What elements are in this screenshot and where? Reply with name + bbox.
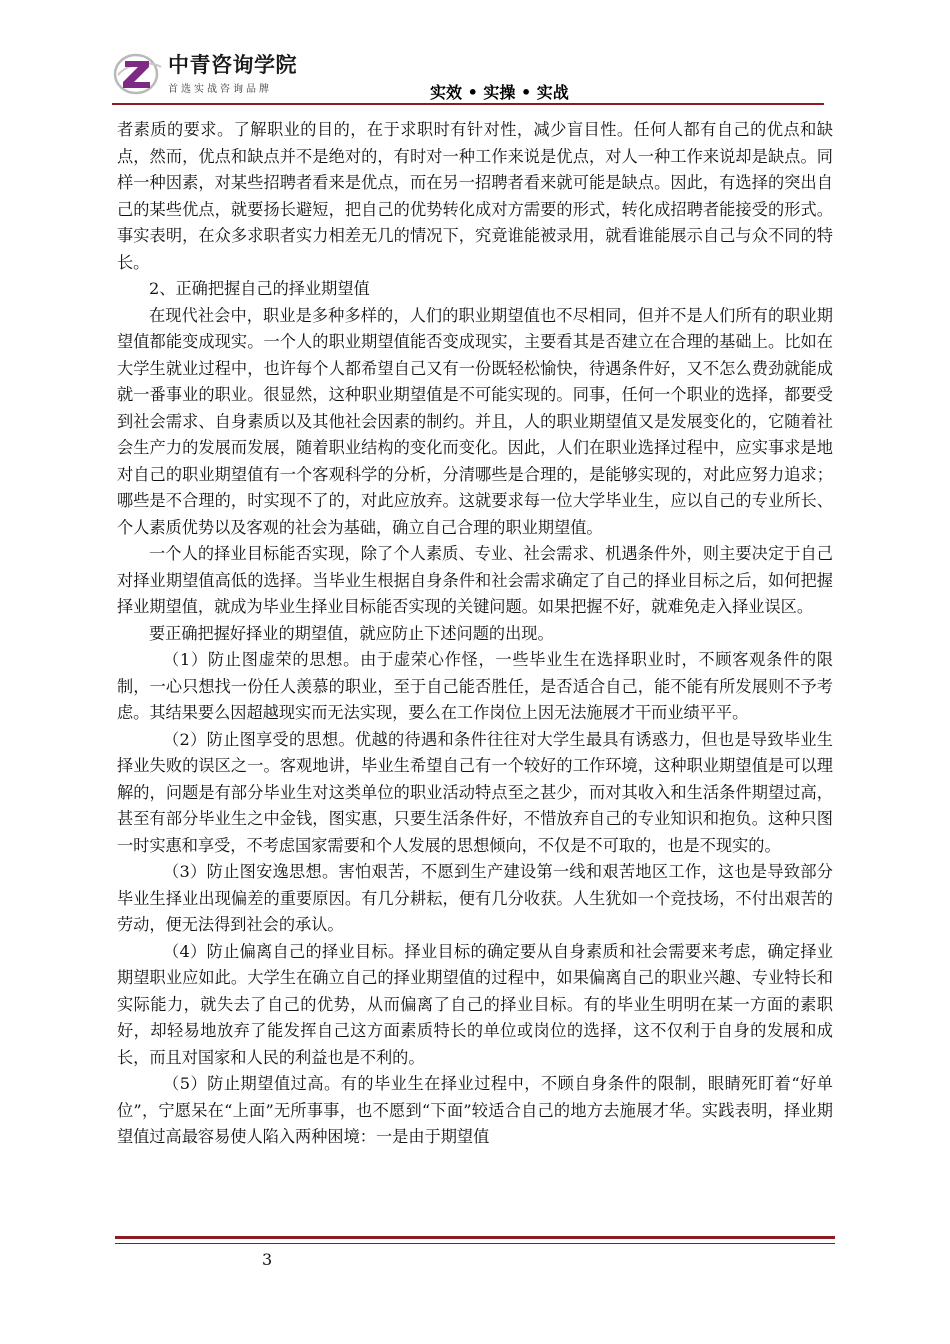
z-logo-icon bbox=[112, 46, 164, 98]
paragraph: 在现代社会中，职业是多种多样的，人们的职业期望值也不尽相同，但并不是人们所有的职业期望值都能变成现实。一个人的职业期望值能否变成现实，主要看其是否建立在合理的基础上。比如在大学生就业过程中，也许每个人都希望自己又有一份既轻松愉快，待遇条件好，又不怎么费劲就能成就一番事业的职业。很显然，这种职业期望值是不可能实现的。同事，任何一个职业的选择，都要受到社会需求、自身素质以及其他社会因素的制约。并且，人的职业期望值又是发展变化的，它随着社会生产力的发展而发展，随着职业结构的变化而变化。因此，人们在职业选择过程中，应实事求是地对自己的职业期望值有一个客观科学的分析，分清哪些是合理的，是能够实现的，对此应努力追求；哪些是不合理的，时实现不了的，对此应放弃。这就要求每一位大学毕业生，应以自己的专业所长、个人素质优势以及客观的社会为基础，确立自己合理的职业期望值。 bbox=[117, 305, 833, 537]
list-item: （4）防止偏离自己的择业目标。择业目标的确定要从自身素质和社会需要来考虑，确定择业期望职业应如此。大学生在确立自己的择业期望值的过程中，如果偏离自己的职业兴趣、专业特长和实际能力，就失去了自己的优势，从而偏离了自己的择业目标。有的毕业生明明在某一方面的素职好，却轻易地放弃了能发挥自己这方面素质特长的单位或岗位的选择，这不仅利于自身的发展和成长，而且对国家和人民的利益也是不利的。 bbox=[117, 941, 833, 1067]
list-item: （2）防止图享受的思想。优越的待遇和条件往往对大学生最具有诱惑力，但也是导致毕业生择业失败的误区之一。客观地讲，毕业生希望自己有一个较好的工作环境，这种职业期望值是可以理解的，问题是有部分毕业生对这类单位的职业活动特点至之甚少，而对其收入和生活条件期望过高，甚至有部分毕业生之中金钱，图实惠，只要生活条件好，不惜放弃自己的专业知识和抱负。这种只图一时实惠和享受，不考虑国家需要和个人发展的思想倾向，不仅是不可取的，也是不现实的。 bbox=[117, 729, 833, 855]
paragraph: 一个人的择业目标能否实现，除了个人素质、专业、社会需求、机遇条件外，则主要决定于自己对择业期望值高低的选择。当毕业生根据自身条件和社会需求确定了自己的择业目标之后，如何把握择业期望值，就成为毕业生择业目标能否实现的关键问题。如果把握不好，就难免走入择业误区。 bbox=[117, 544, 833, 616]
document-body bbox=[117, 117, 833, 1151]
footer-divider-thin bbox=[115, 1243, 835, 1244]
paragraph: 者素质的要求。了解职业的目的，在于求职时有针对性，减少盲目性。任何人都有自己的优点和缺点，然而，优点和缺点并不是绝对的，有时对一种工作来说是优点，对人一种工作来说却是缺点。同样一种因素，对某些招聘者看来是优点，而在另一招聘者看来就可能是缺点。因此，有选择的突出自己的某些优点，就要扬长避短，把自己的优势转化成对方需要的形式，转化成招聘者能接受的形式。事实表明，在众多求职者实力相差无几的情况下，究竟谁能被录用，就看谁能展示自己与众不同的特长。 bbox=[117, 120, 833, 272]
section-heading: 2、正确把握自己的择业期望值 bbox=[149, 279, 370, 298]
list-item: （3）防止图安逸思想。害怕艰苦，不愿到生产建设第一线和艰苦地区工作，这也是导致部分毕业生择业出现偏差的重要原因。有几分耕耘，便有几分收获。人生犹如一个竞技场，不付出艰苦的劳动，便无法得到社会的承认。 bbox=[117, 862, 833, 934]
page-number: 3 bbox=[262, 1250, 273, 1269]
header-divider bbox=[112, 103, 824, 105]
list-item: （5）防止期望值过高。有的毕业生在择业过程中，不顾自身条件的限制，眼睛死盯着“好单位”，宁愿呆在“上面”无所事事，也不愿到“下面”较适合自己的地方去施展才华。实践表明，择业期望值过高最容易使人陷入两种困境：一是由于期望值 bbox=[117, 1074, 833, 1146]
footer-divider bbox=[115, 1236, 835, 1239]
paragraph: 要正确把握好择业的期望值，就应防止下述问题的出现。 bbox=[149, 623, 554, 643]
list-item: （1）防止图虚荣的思想。由于虚荣心作怪，一些毕业生在选择职业时，不顾客观条件的限制，一心只想找一份任人羡慕的职业，至于自己能否胜任，是否适合自己，能不能有所发展则不予考虑。其结果要么因超越现实而无法实现，要么在工作岗位上因无法施展才干而业绩平平。 bbox=[117, 650, 833, 722]
brand-name: 中青咨询学院 bbox=[168, 53, 297, 77]
header-slogan: 实效 • 实操 • 实战 bbox=[430, 83, 569, 102]
page-header bbox=[112, 40, 824, 106]
brand-tagline: 首选实战咨询品牌 bbox=[168, 84, 272, 95]
